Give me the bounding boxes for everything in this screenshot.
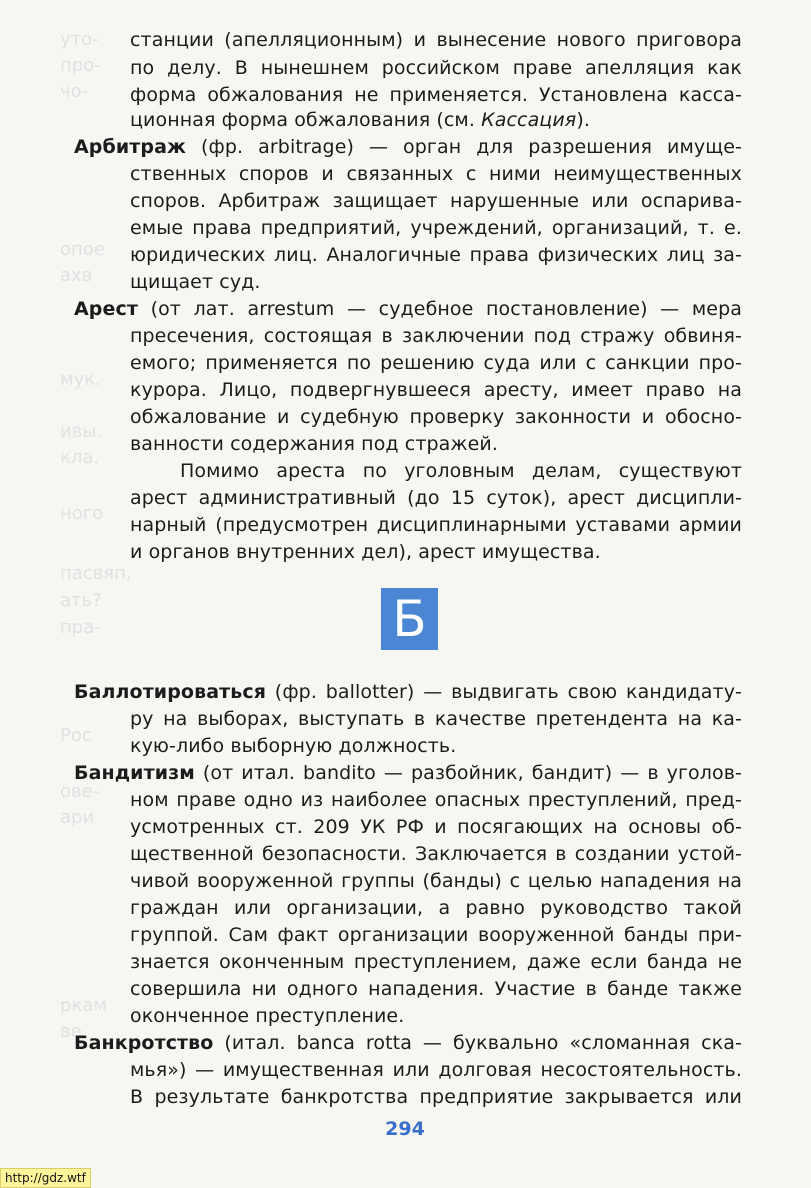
text-line: арест административный (до 15 суток), арест дисципли-	[130, 487, 742, 509]
text-line: оконченное преступление.	[130, 1005, 405, 1027]
text-line: Помимо ареста по уголовным делам, существуют	[180, 460, 742, 482]
svg-text:пра-: пра-	[60, 617, 101, 638]
text-line: споров. Арбитраж защищает нарушенные или оспарива-	[130, 190, 742, 212]
text-line: граждан или организации, а равно руководство такой	[130, 897, 742, 919]
svg-text:ве: ве	[60, 1021, 82, 1042]
svg-text:Рос: Рос	[60, 725, 92, 746]
text-line: обжалование и судебную проверку законности и обосно-	[130, 406, 742, 428]
text-line: емого; применяется по решению суда или с санкции про-	[130, 352, 742, 374]
text-line: мья») — имущественная или долговая несостоятельность.	[130, 1059, 742, 1081]
text-line: станции (апелляционным) и вынесение нового приговора	[130, 29, 742, 51]
svg-text:уто-: уто-	[60, 29, 99, 50]
text-line: кую-либо выборную должность.	[130, 735, 457, 757]
entry-headline: Арбитраж (фр. arbitrage) — орган для разрешения имуще-	[74, 136, 742, 158]
svg-text:мук.: мук.	[60, 369, 101, 390]
text-line: усмотренных ст. 209 УК РФ и посягающих на основы об-	[130, 816, 742, 838]
entry-headline: Баллотироваться (фр. ballotter) — выдвигать свою кандидату-	[74, 681, 742, 703]
entry-term: Бандитизм	[74, 762, 195, 784]
entry-headline: Банкротство (итал. banca rotta — буквально «сломанная ска-	[74, 1032, 742, 1054]
svg-text:ного: ного	[60, 503, 104, 524]
text-line: ном праве одно из наиболее опасных преступлений, пред-	[130, 789, 742, 811]
text-line: ванности содержания под стражей.	[130, 433, 499, 455]
svg-text:чо-: чо-	[60, 81, 89, 102]
svg-text:ркам: ркам	[60, 995, 107, 1016]
entry-term: Арбитраж	[74, 136, 187, 158]
entry-term: Банкротство	[74, 1032, 214, 1054]
text-line: емые права предприятий, учреждений, организаций, т. е.	[130, 217, 742, 239]
text-line: и органов внутренних дел), арест имущества.	[130, 541, 601, 563]
source-url-label[interactable]: http://gdz.wtf	[0, 1168, 91, 1188]
svg-text:ове-: ове-	[60, 781, 100, 802]
text-line: щищает суд.	[130, 271, 261, 293]
text-line: нарный (предусмотрен дисциплинарными уставами армии	[130, 514, 742, 536]
text-line: форма обжалования не применяется. Установлена касса-	[130, 84, 742, 106]
entry-term: Баллотироваться	[74, 681, 267, 703]
section-letter-badge	[381, 588, 438, 650]
svg-text:ахв: ахв	[60, 265, 93, 286]
entry-headline: Бандитизм (от итал. bandito — разбойник, бандит) — в уголов-	[74, 762, 742, 784]
svg-text:ать?: ать?	[60, 590, 102, 611]
text-line: знается оконченным преступлением, даже если банда не	[130, 951, 742, 973]
svg-text:ари: ари	[60, 807, 95, 828]
section-letter: Б	[392, 590, 427, 648]
svg-text:опое: опое	[60, 239, 105, 260]
text-line: ционная форма обжалования (см. Кассация).	[130, 109, 590, 131]
text-line: В результате банкротства предприятие закрывается или	[130, 1086, 742, 1108]
text-line: по делу. В нынешнем российском праве апелляция как	[130, 57, 742, 79]
cross-reference: Кассация	[481, 109, 577, 131]
svg-text:ивы.: ивы.	[60, 421, 103, 442]
text-line: группой. Сам факт организации вооруженной банды при-	[130, 924, 742, 946]
entry-headline: Арест (от лат. arrestum — судебное постановление) — мера	[74, 298, 742, 320]
text-line: ственных споров и связанных с ними неимущественных	[130, 163, 742, 185]
text-line: курора. Лицо, подвергнувшееся аресту, имеет право на	[130, 379, 742, 401]
text-line: совершила ни одного нападения. Участие в банде также	[130, 978, 742, 1000]
page-number: 294	[385, 1118, 425, 1140]
text-line: пресечения, состоящая в заключении под стражу обвиня-	[130, 325, 742, 347]
text-line: щественной безопасности. Заключается в создании устой-	[130, 843, 742, 865]
entry-term: Арест	[74, 298, 138, 320]
svg-text:кла.: кла.	[60, 447, 100, 468]
svg-text:пасвяп,: пасвяп,	[60, 563, 132, 584]
svg-text:про-: про-	[60, 55, 101, 76]
text-line: юридических лиц. Аналогичные права физических лиц за-	[130, 244, 742, 266]
text-line: ру на выборах, выступать в качестве претендента на ка-	[130, 708, 742, 730]
text-line: чивой вооруженной группы (банды) с целью нападения на	[130, 870, 742, 892]
